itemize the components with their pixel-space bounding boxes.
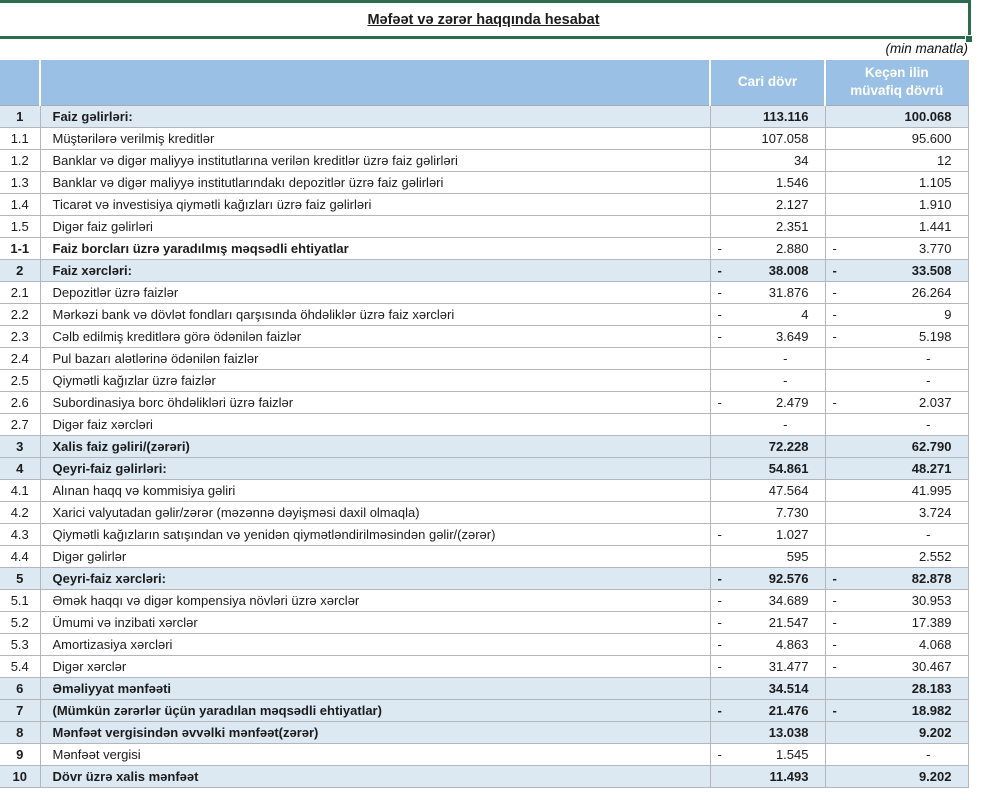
cell-value: 4.068: [918, 636, 952, 652]
current-period-cell[interactable]: [710, 127, 825, 149]
page-title: Məfəət və zərər haqqında hesabat: [367, 11, 600, 28]
row-label-cell[interactable]: Alınan haqq və kommisiya gəliri: [40, 479, 710, 501]
row-label-cell[interactable]: Ticarət və investisiya qiymətli kağızları üzrə faiz gəlirləri: [40, 193, 710, 215]
cell-value: 13.038: [768, 724, 809, 740]
table-row: [0, 457, 968, 479]
row-number-cell[interactable]: 2.6: [0, 391, 40, 413]
cell-value: 2.552: [918, 548, 952, 564]
current-period-cell[interactable]: [710, 501, 825, 523]
row-label-cell[interactable]: Qeyri-faiz gəlirləri:: [40, 457, 710, 479]
cell-value: 12: [937, 152, 952, 168]
current-period-cell[interactable]: [710, 545, 825, 567]
row-label-cell[interactable]: Digər xərclər: [40, 655, 710, 677]
prior-period-cell[interactable]: [825, 149, 968, 171]
table-row: [0, 105, 968, 127]
table-row: [0, 479, 968, 501]
prior-period-cell[interactable]: [825, 215, 968, 237]
cell-value: 1.545: [775, 746, 809, 762]
row-label-cell[interactable]: Ümumi və inzibati xərclər: [40, 611, 710, 633]
negative-sign: -: [717, 328, 722, 344]
row-number-cell[interactable]: 2: [0, 259, 40, 281]
row-number-cell[interactable]: 5.4: [0, 655, 40, 677]
header-row: [0, 60, 968, 105]
row-number-cell[interactable]: 4.4: [0, 545, 40, 567]
negative-sign: -: [717, 394, 722, 410]
col-header-current-period[interactable]: Cari dövr: [710, 60, 825, 105]
cell-value: 4: [801, 306, 809, 322]
cell-value: 72.228: [768, 438, 809, 454]
row-label-cell[interactable]: Faiz gəlirləri:: [40, 105, 710, 127]
row-number-cell[interactable]: 1.2: [0, 149, 40, 171]
income-statement-table: [0, 60, 969, 788]
table-row: [0, 127, 968, 149]
cell-value: 21.547: [768, 614, 809, 630]
cell-value: 5.198: [918, 328, 952, 344]
current-period-cell[interactable]: [710, 325, 825, 347]
row-label-cell[interactable]: Mənfəət vergisi: [40, 743, 710, 765]
cell-value: 100.068: [904, 108, 952, 124]
cell-value: 9: [944, 306, 952, 322]
cell-value: 1.027: [775, 526, 809, 542]
prior-period-cell[interactable]: [825, 567, 968, 589]
prior-period-cell[interactable]: [825, 611, 968, 633]
row-label-cell[interactable]: Xalis faiz gəliri/(zərəri): [40, 435, 710, 457]
current-period-cell[interactable]: [710, 105, 825, 127]
prior-period-cell[interactable]: [825, 369, 968, 391]
col-header-number[interactable]: [0, 60, 40, 105]
current-period-cell[interactable]: [710, 589, 825, 611]
table-row: [0, 369, 968, 391]
row-number-cell[interactable]: 5.2: [0, 611, 40, 633]
prior-period-cell[interactable]: [825, 501, 968, 523]
table-row: [0, 545, 968, 567]
cell-value: -: [926, 746, 931, 762]
cell-value: -: [783, 372, 788, 388]
table-row: [0, 567, 968, 589]
row-label-cell[interactable]: Əməliyyat mənfəəti: [40, 677, 710, 699]
cell-value: 33.508: [911, 262, 952, 278]
table-row: [0, 523, 968, 545]
row-label-cell[interactable]: Qiymətli kağızlar üzrə faizlər: [40, 369, 710, 391]
table-row: [0, 611, 968, 633]
cell-value: 3.770: [918, 240, 952, 256]
cell-value: 107.058: [761, 130, 809, 146]
negative-sign: -: [717, 592, 722, 608]
row-label-cell[interactable]: Amortizasiya xərcləri: [40, 633, 710, 655]
cell-value: 48.271: [911, 460, 952, 476]
cell-value: -: [926, 526, 931, 542]
cell-value: 113.116: [762, 108, 809, 124]
prior-period-cell[interactable]: [825, 281, 968, 303]
row-label-cell[interactable]: Subordinasiya borc öhdəlikləri üzrə faizlər: [40, 391, 710, 413]
cell-value: 41.995: [911, 482, 952, 498]
prior-period-cell[interactable]: [825, 655, 968, 677]
table-row: [0, 633, 968, 655]
row-label-cell[interactable]: Cəlb edilmiş kreditlərə görə ödənilən faizlər: [40, 325, 710, 347]
cell-value: 595: [786, 548, 809, 564]
row-number-cell[interactable]: 1: [0, 105, 40, 127]
negative-sign: -: [832, 284, 837, 300]
negative-sign: -: [717, 570, 722, 586]
current-period-cell[interactable]: [710, 743, 825, 765]
prior-period-cell[interactable]: [825, 457, 968, 479]
cell-value: 26.264: [911, 284, 952, 300]
row-number-cell[interactable]: 4: [0, 457, 40, 479]
row-label-cell[interactable]: Pul bazarı alətlərinə ödənilən faizlər: [40, 347, 710, 369]
cell-value: 92.576: [768, 570, 809, 586]
prior-period-cell[interactable]: [825, 303, 968, 325]
table-body: [0, 105, 968, 787]
current-period-cell[interactable]: [710, 149, 825, 171]
current-period-cell[interactable]: [710, 435, 825, 457]
cell-value: 1.441: [918, 218, 952, 234]
cell-value: -: [926, 372, 931, 388]
row-label-cell[interactable]: Digər gəlirlər: [40, 545, 710, 567]
table-row: [0, 721, 968, 743]
current-period-cell[interactable]: [710, 677, 825, 699]
row-number-cell[interactable]: 1.3: [0, 171, 40, 193]
current-period-cell[interactable]: [710, 369, 825, 391]
current-period-cell[interactable]: [710, 567, 825, 589]
current-period-cell[interactable]: [710, 215, 825, 237]
cell-value: 2.127: [775, 196, 809, 212]
negative-sign: -: [717, 702, 722, 718]
prior-period-cell[interactable]: [825, 127, 968, 149]
prior-period-cell[interactable]: [825, 765, 968, 787]
table-header: [0, 60, 968, 105]
current-period-cell[interactable]: [710, 699, 825, 721]
cell-value: 31.876: [768, 284, 809, 300]
cell-value: 47.564: [768, 482, 809, 498]
cell-value: 9.202: [918, 768, 952, 784]
cell-value: 2.037: [918, 394, 952, 410]
table-row: [0, 347, 968, 369]
prior-period-cell[interactable]: [825, 347, 968, 369]
current-period-cell[interactable]: [710, 523, 825, 545]
col-header-prior-period[interactable]: Keçən ilin müvafiq dövrü: [825, 60, 968, 105]
negative-sign: -: [717, 614, 722, 630]
table-row: [0, 435, 968, 457]
cell-value: 30.467: [911, 658, 952, 674]
cell-value: 54.861: [768, 460, 809, 476]
row-number-cell[interactable]: 2.3: [0, 325, 40, 347]
cell-value: 11.493: [769, 768, 809, 784]
row-number-cell[interactable]: 5.3: [0, 633, 40, 655]
cell-value: -: [783, 416, 788, 432]
negative-sign: -: [717, 240, 722, 256]
cell-value: 62.790: [911, 438, 952, 454]
row-number-cell[interactable]: 5: [0, 567, 40, 589]
units-note: (min manatla): [885, 41, 968, 56]
current-period-cell[interactable]: [710, 457, 825, 479]
row-label-cell[interactable]: Dövr üzrə xalis mənfəət: [40, 765, 710, 787]
cell-value: 1.105: [918, 174, 952, 190]
prior-period-cell[interactable]: [825, 237, 968, 259]
row-number-cell[interactable]: 1.4: [0, 193, 40, 215]
cell-value: 28.183: [911, 680, 952, 696]
current-period-cell[interactable]: [710, 655, 825, 677]
cell-value: 18.982: [911, 702, 952, 718]
table-row: [0, 765, 968, 787]
current-period-cell[interactable]: [710, 479, 825, 501]
row-number-cell[interactable]: 4.3: [0, 523, 40, 545]
row-number-cell[interactable]: 8: [0, 721, 40, 743]
negative-sign: -: [832, 394, 837, 410]
selected-title-cell[interactable]: [0, 0, 971, 39]
row-label-cell[interactable]: Xarici valyutadan gəlir/zərər (məzənnə dəyişməsi daxil olmaqla): [40, 501, 710, 523]
prior-period-cell[interactable]: [825, 743, 968, 765]
prior-period-cell[interactable]: [825, 171, 968, 193]
cell-value: 9.202: [918, 724, 952, 740]
row-number-cell[interactable]: 2.5: [0, 369, 40, 391]
row-number-cell[interactable]: 1-1: [0, 237, 40, 259]
row-number-cell[interactable]: 6: [0, 677, 40, 699]
cell-value: -: [926, 350, 931, 366]
row-number-cell[interactable]: 2.2: [0, 303, 40, 325]
cell-value: 1.546: [775, 174, 809, 190]
current-period-cell[interactable]: [710, 303, 825, 325]
current-period-cell[interactable]: [710, 281, 825, 303]
cell-value: 3.724: [918, 504, 952, 520]
prior-period-cell[interactable]: [825, 325, 968, 347]
negative-sign: -: [717, 658, 722, 674]
row-label-cell[interactable]: Banklar və digər maliyyə institutlarına verilən kreditlər üzrə faiz gəlirləri: [40, 149, 710, 171]
current-period-cell[interactable]: [710, 413, 825, 435]
row-number-cell[interactable]: 4.2: [0, 501, 40, 523]
negative-sign: -: [717, 636, 722, 652]
negative-sign: -: [832, 306, 837, 322]
row-number-cell[interactable]: 3: [0, 435, 40, 457]
table-row: [0, 193, 968, 215]
negative-sign: -: [832, 702, 837, 718]
table-row: [0, 149, 968, 171]
current-period-cell[interactable]: [710, 611, 825, 633]
table-row: [0, 237, 968, 259]
table-row: [0, 655, 968, 677]
row-label-cell[interactable]: Qeyri-faiz xərcləri:: [40, 567, 710, 589]
prior-period-cell[interactable]: [825, 413, 968, 435]
table-row: [0, 743, 968, 765]
prior-period-cell[interactable]: [825, 479, 968, 501]
cell-value: 3.649: [775, 328, 809, 344]
row-label-cell[interactable]: Digər faiz gəlirləri: [40, 215, 710, 237]
row-number-cell[interactable]: 4.1: [0, 479, 40, 501]
row-number-cell[interactable]: 1.1: [0, 127, 40, 149]
col-header-label[interactable]: [40, 60, 710, 105]
negative-sign: -: [717, 284, 722, 300]
table-row: [0, 281, 968, 303]
prior-period-cell[interactable]: [825, 633, 968, 655]
cell-value: 34: [794, 152, 809, 168]
row-label-cell[interactable]: Qiymətli kağızların satışından və yenidən qiymətləndirilməsindən gəlir/(zərər): [40, 523, 710, 545]
row-label-cell[interactable]: (Mümkün zərərlər üçün yaradılan məqsədli ehtiyatlar): [40, 699, 710, 721]
prior-period-cell[interactable]: [825, 545, 968, 567]
table-row: [0, 259, 968, 281]
row-number-cell[interactable]: 7: [0, 699, 40, 721]
table-row: [0, 699, 968, 721]
prior-period-cell[interactable]: [825, 193, 968, 215]
current-period-cell[interactable]: [710, 765, 825, 787]
prior-period-cell[interactable]: [825, 589, 968, 611]
prior-period-cell[interactable]: [825, 677, 968, 699]
row-label-cell[interactable]: Digər faiz xərcləri: [40, 413, 710, 435]
negative-sign: -: [717, 746, 722, 762]
row-label-cell[interactable]: Banklar və digər maliyyə institutlarındakı depozitlər üzrə faiz gəlirləri: [40, 171, 710, 193]
cell-value: 2.880: [775, 240, 809, 256]
cell-value: 2.479: [775, 394, 809, 410]
current-period-cell[interactable]: [710, 237, 825, 259]
cell-value: 30.953: [911, 592, 952, 608]
cell-value: 34.514: [768, 680, 809, 696]
prior-period-cell[interactable]: [825, 523, 968, 545]
row-number-cell[interactable]: 5.1: [0, 589, 40, 611]
row-label-cell[interactable]: Depozitlər üzrə faizlər: [40, 281, 710, 303]
cell-value: 2.351: [775, 218, 809, 234]
prior-period-cell[interactable]: [825, 435, 968, 457]
row-number-cell[interactable]: 2.4: [0, 347, 40, 369]
negative-sign: -: [832, 240, 837, 256]
row-label-cell[interactable]: Müştərilərə verilmiş kreditlər: [40, 127, 710, 149]
negative-sign: -: [832, 328, 837, 344]
cell-value: -: [783, 350, 788, 366]
current-period-cell[interactable]: [710, 193, 825, 215]
negative-sign: -: [717, 306, 722, 322]
negative-sign: -: [717, 526, 722, 542]
row-label-cell[interactable]: Mənfəət vergisindən əvvəlki mənfəət(zərər): [40, 721, 710, 743]
row-number-cell[interactable]: 2.7: [0, 413, 40, 435]
negative-sign: -: [832, 262, 837, 278]
cell-value: 17.389: [911, 614, 952, 630]
table-row: [0, 171, 968, 193]
prior-period-cell[interactable]: [825, 259, 968, 281]
current-period-cell[interactable]: [710, 259, 825, 281]
current-period-cell[interactable]: [710, 171, 825, 193]
row-label-cell[interactable]: Əmək haqqı və digər kompensiya növləri üzrə xərclər: [40, 589, 710, 611]
row-label-cell[interactable]: Mərkəzi bank və dövlət fondları qarşısında öhdəliklər üzrə faiz xərcləri: [40, 303, 710, 325]
current-period-cell[interactable]: [710, 347, 825, 369]
current-period-cell[interactable]: [710, 721, 825, 743]
cell-value: 38.008: [768, 262, 809, 278]
row-label-cell[interactable]: Faiz xərcləri:: [40, 259, 710, 281]
negative-sign: -: [832, 592, 837, 608]
negative-sign: -: [832, 658, 837, 674]
table-row: [0, 303, 968, 325]
cell-value: 7.730: [775, 504, 809, 520]
row-number-cell[interactable]: 1.5: [0, 215, 40, 237]
negative-sign: -: [717, 262, 722, 278]
table-row: [0, 325, 968, 347]
prior-period-cell[interactable]: [825, 391, 968, 413]
cell-value: 21.476: [768, 702, 809, 718]
current-period-cell[interactable]: [710, 391, 825, 413]
table-row: [0, 677, 968, 699]
table-row: [0, 501, 968, 523]
table-row: [0, 413, 968, 435]
prior-period-cell[interactable]: [825, 105, 968, 127]
row-number-cell[interactable]: 10: [0, 765, 40, 787]
cell-value: -: [926, 416, 931, 432]
negative-sign: -: [832, 570, 837, 586]
cell-value: 34.689: [768, 592, 809, 608]
cell-value: 95.600: [911, 130, 952, 146]
row-label-cell[interactable]: Faiz borcları üzrə yaradılmış məqsədli ehtiyatlar: [40, 237, 710, 259]
cell-value: 1.910: [918, 196, 952, 212]
row-number-cell[interactable]: 2.1: [0, 281, 40, 303]
current-period-cell[interactable]: [710, 633, 825, 655]
prior-period-cell[interactable]: [825, 699, 968, 721]
prior-period-cell[interactable]: [825, 721, 968, 743]
table-row: [0, 589, 968, 611]
cell-value: 4.863: [775, 636, 809, 652]
negative-sign: -: [832, 614, 837, 630]
table-row: [0, 391, 968, 413]
cell-value: 31.477: [768, 658, 809, 674]
cell-value: 82.878: [911, 570, 952, 586]
row-number-cell[interactable]: 9: [0, 743, 40, 765]
negative-sign: -: [832, 636, 837, 652]
table-row: [0, 215, 968, 237]
